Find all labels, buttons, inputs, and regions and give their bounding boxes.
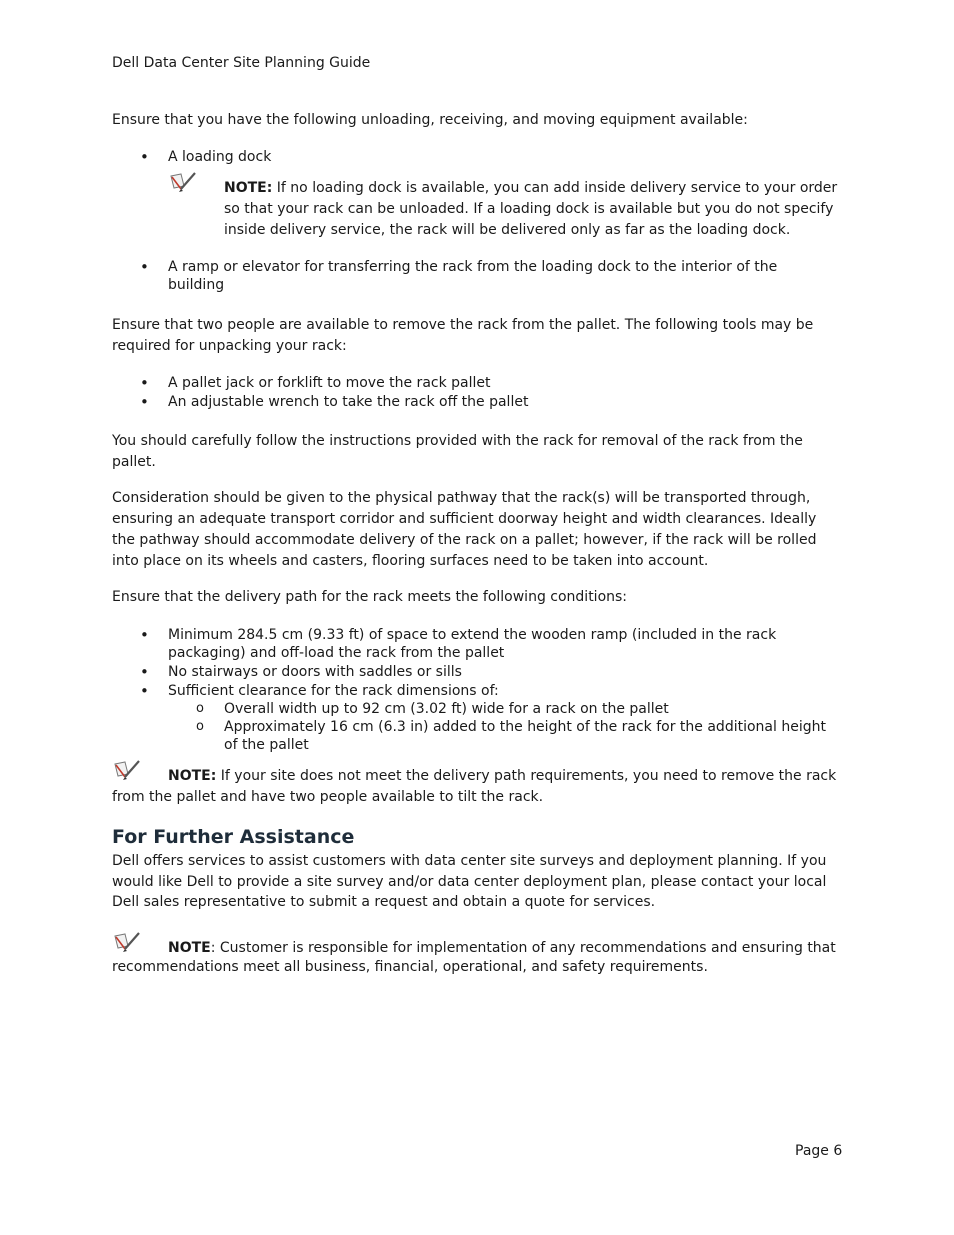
- note-text-line: so that your rack can be unloaded. If a loading dock is available but you do not specify: [224, 201, 834, 217]
- paragraph: into place on its wheels and casters, flooring surfaces need to be taken into account.: [112, 553, 709, 569]
- bullet: •: [140, 148, 149, 166]
- note-text: : Customer is responsible for implementation of any recommendations and ensuring that: [210, 940, 836, 956]
- intro-paragraph: Ensure that you have the following unloading, receiving, and moving equipment available:: [112, 112, 748, 128]
- note-pencil-icon: [112, 758, 144, 786]
- note-text: If your site does not meet the delivery path requirements, you need to remove the rack: [220, 768, 837, 784]
- list-item: A ramp or elevator for transferring the rack from the loading dock to the interior of the: [168, 259, 778, 275]
- sub-bullet: o: [196, 701, 204, 716]
- section-heading: For Further Assistance: [112, 826, 355, 848]
- paragraph: pallet.: [112, 454, 156, 470]
- note-text-line: [168, 766, 836, 786]
- bullet: •: [140, 258, 149, 276]
- paragraph: Ensure that two people are available to remove the rack from the pallet. The following tools may be: [112, 317, 814, 333]
- list-item: No stairways or doors with saddles or sills: [168, 664, 462, 680]
- paragraph: Dell offers services to assist customers with data center site surveys and deployment planning. If you: [112, 853, 827, 869]
- paragraph: required for unpacking your rack:: [112, 338, 347, 354]
- list-item: An adjustable wrench to take the rack off the pallet: [168, 394, 529, 410]
- note-label: NOTE:: [224, 180, 273, 196]
- paragraph: the pathway should accommodate delivery of the rack on a pallet; however, if the rack will be rolled: [112, 532, 817, 548]
- note-label: NOTE: [168, 940, 211, 956]
- bullet: •: [140, 682, 149, 700]
- note-text-line: [168, 938, 836, 958]
- note-label: NOTE:: [168, 768, 217, 784]
- paragraph: ensuring an adequate transport corridor and sufficient doorway height and width clearances. Ideally: [112, 511, 817, 527]
- list-item: Sufficient clearance for the rack dimensions of:: [168, 683, 499, 699]
- running-header: Dell Data Center Site Planning Guide: [112, 55, 371, 71]
- list-item: A pallet jack or forklift to move the rack pallet: [168, 375, 491, 391]
- bullet: •: [140, 393, 149, 411]
- list-item: building: [168, 277, 225, 293]
- note-text-line: inside delivery service, the rack will be delivered only as far as the loading dock.: [224, 222, 791, 238]
- note-text-line: [224, 178, 837, 198]
- paragraph: would like Dell to provide a site survey and/or data center deployment plan, please contact your local: [112, 874, 827, 890]
- note-text: If no loading dock is available, you can add inside delivery service to your order: [276, 180, 838, 196]
- note-pencil-icon: [112, 930, 144, 958]
- paragraph: You should carefully follow the instructions provided with the rack for removal of the rack from the: [112, 433, 803, 449]
- sub-list-item: of the pallet: [224, 737, 309, 753]
- bullet: •: [140, 663, 149, 681]
- paragraph: Ensure that the delivery path for the rack meets the following conditions:: [112, 589, 628, 605]
- paragraph: Dell sales representative to submit a request and obtain a quote for services.: [112, 894, 656, 910]
- note-text-line: recommendations meet all business, financial, operational, and safety requirements.: [112, 959, 708, 975]
- sub-bullet: o: [196, 719, 204, 734]
- page-number: Page 6: [795, 1143, 843, 1159]
- list-item: A loading dock: [168, 149, 272, 165]
- bullet: •: [140, 626, 149, 644]
- paragraph: Consideration should be given to the physical pathway that the rack(s) will be transported through,: [112, 490, 811, 506]
- note-pencil-icon: [168, 170, 200, 198]
- note-text-line: from the pallet and have two people available to tilt the rack.: [112, 789, 544, 805]
- sub-list-item: Approximately 16 cm (6.3 in) added to the height of the rack for the additional height: [224, 719, 826, 735]
- bullet: •: [140, 374, 149, 392]
- list-item: Minimum 284.5 cm (9.33 ft) of space to extend the wooden ramp (included in the rack: [168, 627, 777, 643]
- sub-list-item: Overall width up to 92 cm (3.02 ft) wide for a rack on the pallet: [224, 701, 669, 717]
- list-item: packaging) and off-load the rack from the pallet: [168, 645, 505, 661]
